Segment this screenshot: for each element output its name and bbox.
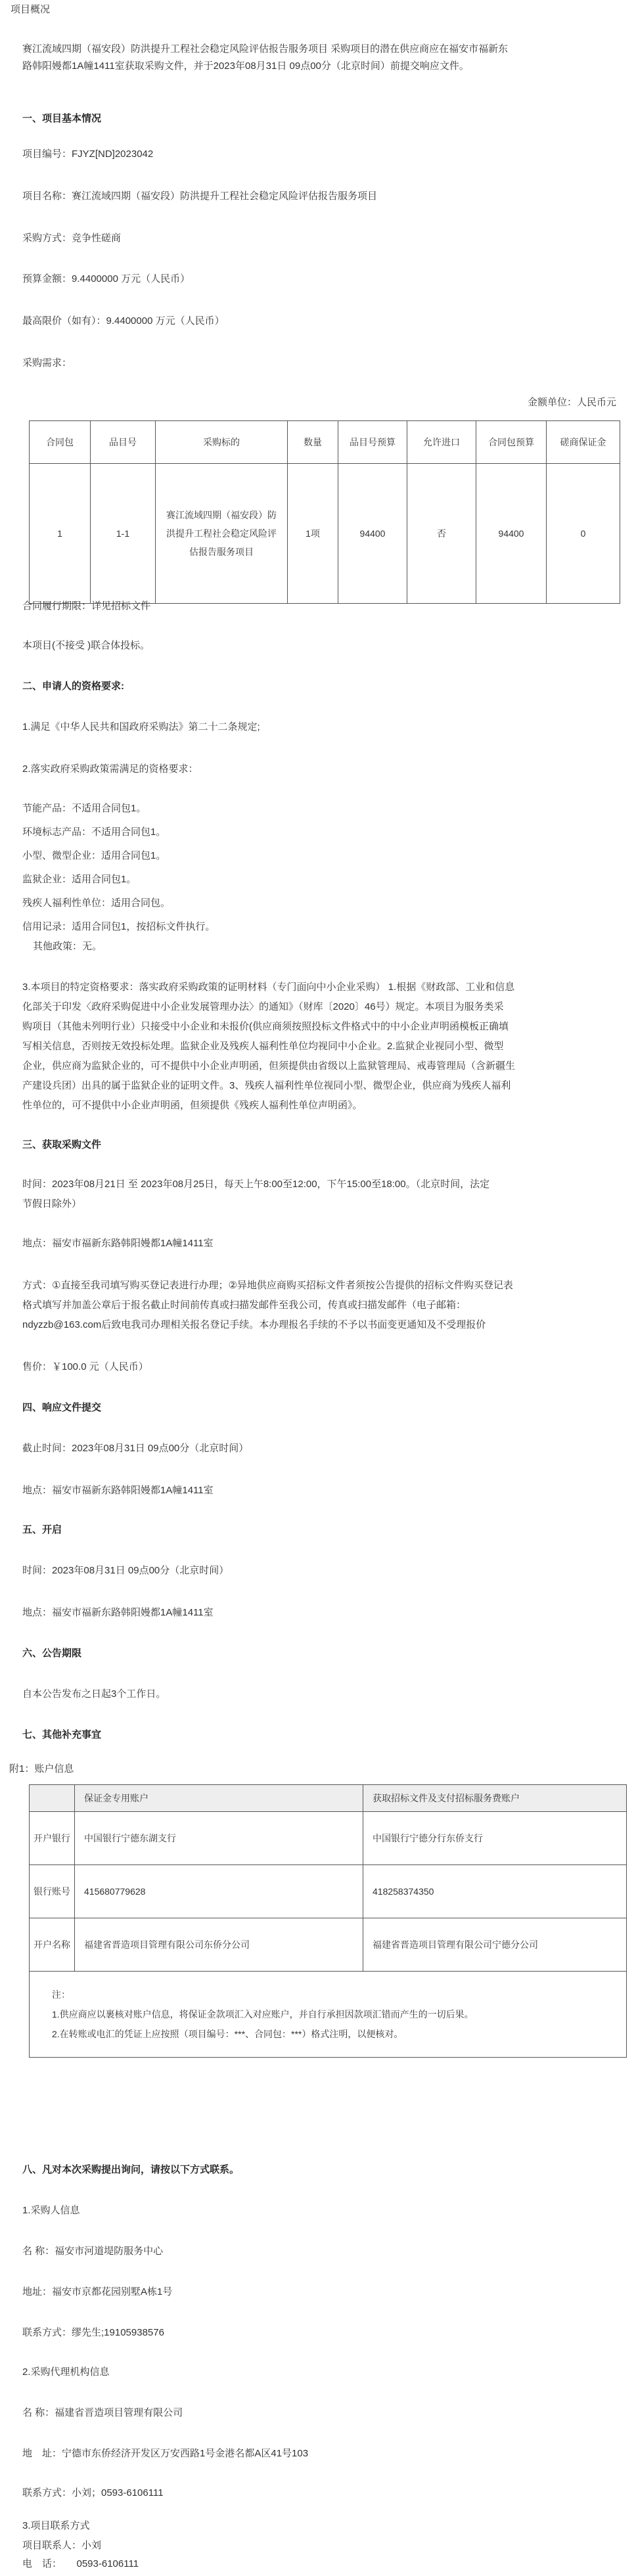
- section-7-title: 七、其他补充事宜: [22, 1729, 102, 1740]
- purchaser-name: 名 称：福安市河道堤防服务中心: [22, 2246, 164, 2257]
- policy-item: 节能产品：不适用合同包1。: [22, 803, 147, 814]
- contact-heading: 2.采购代理机构信息: [22, 2366, 110, 2378]
- row-label: 银行账号: [30, 1865, 75, 1918]
- agency-address: 地 址：宁德市东侨经济开发区万安西路1号金港名都A区41号103: [22, 2448, 309, 2459]
- table-cell: 94400: [476, 464, 547, 604]
- note-title: 注：: [52, 1989, 70, 2000]
- table-cell: 中国银行宁德东湖支行: [75, 1812, 363, 1865]
- table-cell: 1-1: [91, 464, 156, 604]
- max-price: 最高限价（如有）：9.4400000 万元（人民币）: [22, 315, 225, 327]
- purchaser-contact: 联系方式：缪先生;19105938576: [22, 2327, 164, 2338]
- project-contact-person: 项目联系人：小刘: [22, 2540, 102, 2551]
- submit-place: 地点：福安市福新东路韩阳嫚都1A幢1411室: [22, 1485, 214, 1496]
- col-header: 允许进口: [407, 421, 476, 464]
- overview-line-1: 赛江流域四期（福安段）防洪提升工程社会稳定风险评估报告服务项目 采购项目的潜在供应商应在福安市福新东: [22, 43, 509, 55]
- purchaser-address: 地址：福安市京都花园别墅A栋1号: [22, 2286, 173, 2297]
- policy-item: 其他政策：无。: [33, 941, 102, 952]
- note-line: 1.供应商应以裹核对账户信息，将保证金款项汇入对应账户，并自行承担因款项汇错而产生的一切后果。: [52, 2009, 474, 2020]
- requirement-3-line: 性单位的，可不提供中小企业声明函，但须提供《残疾人福利性单位声明函》。: [22, 1100, 363, 1111]
- open-time: 时间：2023年08月31日 09点00分（北京时间）: [22, 1565, 229, 1576]
- note-cell: [30, 1972, 627, 2058]
- requirement-3-line: 化部关于印发〈政府采购促进中小企业发展管理办法〉的通知》（财库〔2020〕46号）规定。本项目为服务类采: [22, 1001, 504, 1012]
- project-name: 项目名称：赛江流域四期（福安段）防洪提升工程社会稳定风险评估报告服务项目: [22, 191, 378, 202]
- demand-label: 采购需求：: [22, 357, 72, 369]
- table-row: [30, 1972, 627, 2058]
- table-cell: 0: [547, 464, 620, 604]
- table-cell: 福建省晋造项目管理有限公司东侨分公司: [75, 1918, 363, 1972]
- table-header-row: [30, 1785, 627, 1812]
- policy-item: 残疾人福利性单位：适用合同包。: [22, 897, 171, 909]
- section-2-title: 二、申请人的资格要求:: [22, 681, 124, 692]
- table-cell: 中国银行宁德分行东侨支行: [363, 1812, 627, 1865]
- requirement-1: 1.满足《中华人民共和国政府采购法》第二十二条规定;: [22, 721, 260, 733]
- col-header: 磋商保证金: [547, 421, 620, 464]
- open-place: 地点：福安市福新东路韩阳嫚都1A幢1411室: [22, 1607, 214, 1618]
- section-6-title: 六、公告期限: [22, 1648, 82, 1659]
- requirement-3-line: 企业，供应商为监狱企业的，可不提供中小企业声明函，但须提供由省级以上监狱管理局、戒毒管理局（含新疆生: [22, 1060, 516, 1072]
- table-cell: 福建省晋造项目管理有限公司宁德分公司: [363, 1918, 627, 1972]
- project-contact-phone: 电 话： 0593-6106111: [22, 2558, 139, 2569]
- contract-term: 合同履行期限：详见招标文件: [22, 600, 151, 612]
- requirement-3-line: 购项目（其他未列明行业）只接受中小企业和未报价(供应商须按照投标文件格式中的中小企业声明函模板正确填: [22, 1021, 509, 1032]
- account-table: [29, 1784, 627, 2058]
- col-header: 品目号预算: [338, 421, 407, 464]
- col-header: 采购标的: [156, 421, 288, 464]
- section-5-title: 五、开启: [22, 1524, 62, 1535]
- overview-label: 项目概况: [11, 4, 51, 15]
- section-1-title: 一、项目基本情况: [22, 113, 102, 124]
- table-cell: 418258374350: [363, 1865, 627, 1918]
- table-cell: 赛江流域四期（福安段）防洪提升工程社会稳定风险评估报告服务项目: [156, 464, 288, 604]
- requirement-2: 2.落实政府采购政策需满足的资格要求：: [22, 763, 198, 775]
- requirement-3-line: 写相关信息，否则按无效投标处理。监狱企业及残疾人福利性单位均视同中小企业。2.监狱企业视同小型、微型: [22, 1041, 504, 1052]
- note-line: 2.在转账或电汇的凭证上应按照（项目编号：***、合同包：***）格式注明，以便核对。: [52, 2029, 403, 2039]
- table-cell: 否: [407, 464, 476, 604]
- table-cell: 415680779628: [75, 1865, 363, 1918]
- section-3-title: 三、获取采购文件: [22, 1139, 102, 1150]
- table-header-row: [30, 421, 620, 464]
- col-header: 合同包预算: [476, 421, 547, 464]
- consortium-note: 本项目(不接受 )联合体投标。: [22, 640, 150, 651]
- acquire-time-2: 节假日除外）: [22, 1198, 82, 1209]
- table-cell: 1项: [288, 464, 338, 604]
- procurement-method: 采购方式：竞争性磋商: [22, 233, 122, 244]
- policy-item: 环境标志产品：不适用合同包1。: [22, 826, 166, 838]
- col-header: 品目号: [91, 421, 156, 464]
- budget-amount: 预算金额：9.4400000 万元（人民币）: [22, 273, 191, 284]
- policy-item: 监狱企业：适用合同包1。: [22, 874, 137, 885]
- table-row: [30, 1865, 627, 1918]
- empty-cell: [30, 1785, 75, 1812]
- overview-line-2: 路韩阳嫚都1A幢1411室获取采购文件，并于2023年08月31日 09点00分（北京时间）前提交响应文件。: [22, 60, 469, 72]
- col-header: 数量: [288, 421, 338, 464]
- notice-period: 自本公告发布之日起3个工作日。: [22, 1688, 166, 1700]
- row-label: 开户名称: [30, 1918, 75, 1972]
- acquire-time: 时间：2023年08月21日 至 2023年08月25日，每天上午8:00至12:00，下午15:00至18:00。（北京时间，法定: [22, 1179, 490, 1190]
- project-number: 项目编号：FJYZ[ND]2023042: [22, 148, 154, 160]
- contact-heading: 1.采购人信息: [22, 2205, 80, 2216]
- table-row: [30, 1812, 627, 1865]
- col-header: 合同包: [30, 421, 91, 464]
- section-8-title: 八、凡对本次采购提出询问，请按以下方式联系。: [22, 2164, 240, 2175]
- table-row: [30, 1918, 627, 1972]
- contact-heading: 3.项目联系方式: [22, 2520, 90, 2531]
- attachment-label: 附1：账户信息: [9, 1763, 74, 1774]
- policy-item: 小型、微型企业：适用合同包1。: [22, 850, 166, 861]
- submit-deadline: 截止时间：2023年08月31日 09点00分（北京时间）: [22, 1443, 249, 1454]
- acquire-method: 格式填写并加盖公章后于报名截止时间前传真或扫描发邮件至我公司，传真或扫描发邮件（电子邮箱：: [22, 1299, 466, 1311]
- requirement-3-line: 3.本项目的特定资格要求：落实政府采购政策的证明材料（专门面向中小企业采购） 1.根据《财政部、工业和信息: [22, 982, 515, 993]
- document-price: 售价：￥100.0 元（人民币）: [22, 1361, 148, 1372]
- col-header: 获取招标文件及支付招标服务费账户: [363, 1785, 627, 1812]
- amount-unit: 金额单位：人民币元: [527, 397, 616, 408]
- acquire-place: 地点：福安市福新东路韩阳嫚都1A幢1411室: [22, 1238, 214, 1249]
- procurement-table: [29, 420, 620, 604]
- row-label: 开户银行: [30, 1812, 75, 1865]
- table-row: [30, 464, 620, 604]
- col-header: 保证金专用账户: [75, 1785, 363, 1812]
- agency-name: 名 称：福建省晋造项目管理有限公司: [22, 2407, 183, 2418]
- policy-item: 信用记录：适用合同包1，按招标文件执行。: [22, 921, 216, 932]
- acquire-method: 方式：①直接至我司填写购买登记表进行办理；②异地供应商购买招标文件者须按公告提供的招标文件购买登记表: [22, 1280, 513, 1291]
- section-4-title: 四、响应文件提交: [22, 1402, 102, 1413]
- acquire-method-email: ndyzzb@163.com后致电我司办理相关报名登记手续。本办理报名手续的不予以书面变更通知及不受理报价: [22, 1319, 486, 1330]
- table-cell: 94400: [338, 464, 407, 604]
- table-cell: 1: [30, 464, 91, 604]
- agency-contact: 联系方式：小刘；0593-6106111: [22, 2487, 164, 2498]
- requirement-3-line: 产建设兵团）出具的属于监狱企业的证明文件。3、残疾人福利性单位视同小型、微型企业，供应商为残疾人福利: [22, 1080, 511, 1091]
